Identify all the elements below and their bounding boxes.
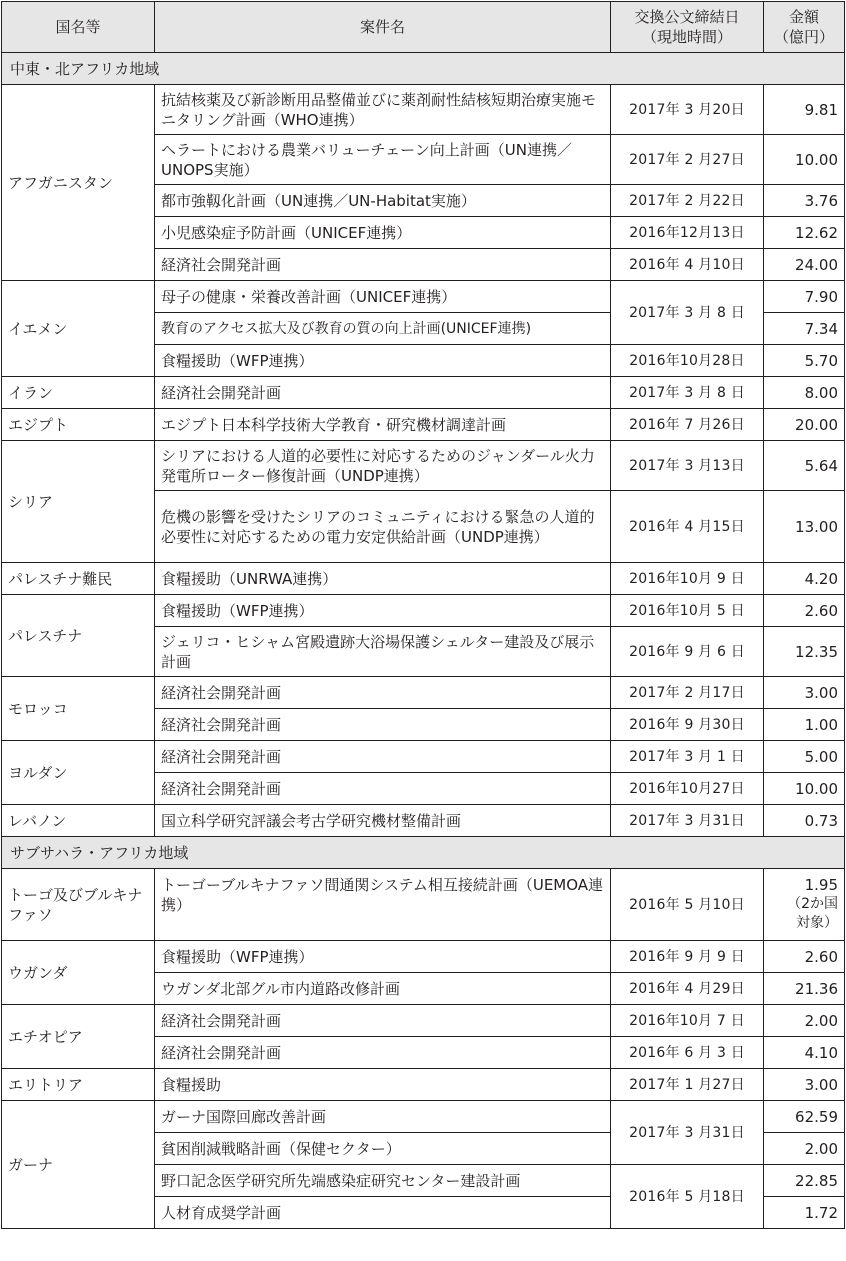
- header-date-line1: 交換公文締結日: [634, 8, 740, 26]
- region-row-ssa: [2, 837, 845, 869]
- grant-aid-table: [1, 1, 845, 1229]
- date-cell: 2017年 3 月31日: [611, 805, 764, 837]
- project-cell: 経済社会開発計画: [155, 1005, 611, 1037]
- project-cell: 抗結核薬及び新診断用品整備並びに薬剤耐性結核短期治療実施モニタリング計画（WHO連携）: [155, 85, 611, 135]
- country-cell: パレスチナ: [2, 595, 155, 677]
- project-cell: 経済社会開発計画: [155, 677, 611, 709]
- amount-value: 1.95: [804, 876, 838, 894]
- project-cell: トーゴーブルキナファソ間通関システム相互接続計画（UEMOA連携）: [155, 869, 611, 941]
- amount-cell: 0.73: [764, 805, 845, 837]
- amount-cell: 24.00: [764, 249, 845, 281]
- date-cell: 2016年 4 月10日: [611, 249, 764, 281]
- date-cell: 2017年 3 月 1 日: [611, 741, 764, 773]
- table-row: [2, 1101, 845, 1133]
- table-row: [2, 85, 845, 135]
- country-cell: ガーナ: [2, 1101, 155, 1229]
- project-cell: ヘラートにおける農業バリューチェーン向上計画（UN連携／UNOPS実施）: [155, 135, 611, 185]
- project-cell: 食糧援助（WFP連携）: [155, 941, 611, 973]
- date-cell: 2017年 2 月22日: [611, 185, 764, 217]
- project-cell: ウガンダ北部グル市内道路改修計画: [155, 973, 611, 1005]
- date-cell: 2016年 9 月30日: [611, 709, 764, 741]
- amount-cell: 2.00: [764, 1133, 845, 1165]
- date-cell: 2016年 4 月15日: [611, 491, 764, 563]
- amount-cell: 2.60: [764, 595, 845, 627]
- amount-cell: 12.62: [764, 217, 845, 249]
- date-cell: 2016年 4 月29日: [611, 973, 764, 1005]
- date-cell: 2017年 3 月13日: [611, 441, 764, 491]
- table-row: [2, 441, 845, 491]
- table-row: [2, 869, 845, 941]
- table-row: [2, 741, 845, 773]
- date-cell: 2016年12月13日: [611, 217, 764, 249]
- table-row: [2, 377, 845, 409]
- amount-cell: 8.00: [764, 377, 845, 409]
- amount-cell: 1.00: [764, 709, 845, 741]
- table-row: [2, 677, 845, 709]
- date-cell: 2016年10月 5 日: [611, 595, 764, 627]
- amount-cell: 2.60: [764, 941, 845, 973]
- project-cell: 都市強靱化計画（UN連携／UN-Habitat実施）: [155, 185, 611, 217]
- amount-cell: 20.00: [764, 409, 845, 441]
- project-cell: 野口記念医学研究所先端感染症研究センター建設計画: [155, 1165, 611, 1197]
- table-row: [2, 409, 845, 441]
- project-cell: 貧困削減戦略計画（保健セクター）: [155, 1133, 611, 1165]
- amount-cell: 21.36: [764, 973, 845, 1005]
- date-cell: 2016年 6 月 3 日: [611, 1037, 764, 1069]
- date-cell: 2016年 9 月 9 日: [611, 941, 764, 973]
- amount-cell: 4.20: [764, 563, 845, 595]
- country-cell: エジプト: [2, 409, 155, 441]
- project-cell: 経済社会開発計画: [155, 377, 611, 409]
- project-cell: エジプト日本科学技術大学教育・研究機材調達計画: [155, 409, 611, 441]
- amount-cell: 7.34: [764, 313, 845, 345]
- amount-cell: 62.59: [764, 1101, 845, 1133]
- country-cell: ウガンダ: [2, 941, 155, 1005]
- date-cell: 2017年 3 月 8 日: [611, 377, 764, 409]
- header-row: [2, 2, 845, 53]
- project-cell: 食糧援助（WFP連携）: [155, 595, 611, 627]
- region-label: 中東・北アフリカ地域: [2, 53, 845, 85]
- date-cell: 2017年 2 月17日: [611, 677, 764, 709]
- region-row-mena: [2, 53, 845, 85]
- project-cell: 食糧援助（UNRWA連携）: [155, 563, 611, 595]
- project-cell: 経済社会開発計画: [155, 773, 611, 805]
- date-cell: 2017年 3 月20日: [611, 85, 764, 135]
- table-row: [2, 805, 845, 837]
- project-cell: 国立科学研究評議会考古学研究機材整備計画: [155, 805, 611, 837]
- country-cell: レバノン: [2, 805, 155, 837]
- project-cell: 教育のアクセス拡大及び教育の質の向上計画(UNICEF連携): [155, 313, 611, 345]
- amount-cell: 5.00: [764, 741, 845, 773]
- amount-cell: 3.00: [764, 677, 845, 709]
- amount-cell: 13.00: [764, 491, 845, 563]
- amount-cell: 5.70: [764, 345, 845, 377]
- amount-note: 対象）: [796, 915, 838, 931]
- header-amount-line1: 金額: [788, 8, 819, 26]
- header-date: [611, 2, 764, 53]
- amount-cell: 3.76: [764, 185, 845, 217]
- amount-cell: 3.00: [764, 1069, 845, 1101]
- amount-cell: 10.00: [764, 135, 845, 185]
- project-cell: 経済社会開発計画: [155, 249, 611, 281]
- date-cell: 2016年10月28日: [611, 345, 764, 377]
- project-cell: 経済社会開発計画: [155, 741, 611, 773]
- amount-cell: 4.10: [764, 1037, 845, 1069]
- project-cell: 経済社会開発計画: [155, 1037, 611, 1069]
- table-row: [2, 1005, 845, 1037]
- amount-note: （2か国: [787, 896, 838, 912]
- region-label: サブサハラ・アフリカ地域: [2, 837, 845, 869]
- project-cell: 母子の健康・栄養改善計画（UNICEF連携）: [155, 281, 611, 313]
- header-amount: [764, 2, 845, 53]
- header-amount-line2: （億円）: [773, 28, 834, 46]
- amount-cell: 5.64: [764, 441, 845, 491]
- country-cell: パレスチナ難民: [2, 563, 155, 595]
- header-project: 案件名: [155, 2, 611, 53]
- amount-cell: 12.35: [764, 627, 845, 677]
- project-cell: 食糧援助: [155, 1069, 611, 1101]
- country-cell: エチオピア: [2, 1005, 155, 1069]
- project-cell: シリアにおける人道的必要性に対応するためのジャンダール火力発電所ローター修復計画（UNDP連携）: [155, 441, 611, 491]
- amount-cell: 1.72: [764, 1197, 845, 1229]
- project-cell: ガーナ国際回廊改善計画: [155, 1101, 611, 1133]
- date-cell: 2016年10月27日: [611, 773, 764, 805]
- header-date-line2: （現地時間）: [641, 28, 732, 46]
- date-cell: 2016年 5 月18日: [611, 1165, 764, 1229]
- project-cell: 危機の影響を受けたシリアのコミュニティにおける緊急の人道的必要性に対応するための電力安定供給計画（UNDP連携）: [155, 491, 611, 563]
- table-row: [2, 941, 845, 973]
- amount-cell: 7.90: [764, 281, 845, 313]
- date-cell: 2017年 3 月31日: [611, 1101, 764, 1165]
- country-cell: ヨルダン: [2, 741, 155, 805]
- amount-cell: 9.81: [764, 85, 845, 135]
- table-row: [2, 1069, 845, 1101]
- country-cell: シリア: [2, 441, 155, 563]
- project-cell: ジェリコ・ヒシャム宮殿遺跡大浴場保護シェルター建設及び展示計画: [155, 627, 611, 677]
- table-row: [2, 595, 845, 627]
- date-cell: 2016年10月 9 日: [611, 563, 764, 595]
- date-cell: 2017年 2 月27日: [611, 135, 764, 185]
- project-cell: 人材育成奨学計画: [155, 1197, 611, 1229]
- date-cell: 2017年 1 月27日: [611, 1069, 764, 1101]
- amount-cell: 10.00: [764, 773, 845, 805]
- project-cell: 経済社会開発計画: [155, 709, 611, 741]
- table-row: [2, 281, 845, 313]
- country-cell: イラン: [2, 377, 155, 409]
- amount-cell: 22.85: [764, 1165, 845, 1197]
- date-cell: 2016年10月 7 日: [611, 1005, 764, 1037]
- project-cell: 小児感染症予防計画（UNICEF連携）: [155, 217, 611, 249]
- header-country: 国名等: [2, 2, 155, 53]
- date-cell: 2016年 7 月26日: [611, 409, 764, 441]
- project-cell: 食糧援助（WFP連携）: [155, 345, 611, 377]
- country-cell: トーゴ及びブルキナファソ: [2, 869, 155, 941]
- amount-cell: [764, 869, 845, 941]
- date-cell: 2017年 3 月 8 日: [611, 281, 764, 345]
- date-cell: 2016年 5 月10日: [611, 869, 764, 941]
- country-cell: アフガニスタン: [2, 85, 155, 281]
- amount-cell: 2.00: [764, 1005, 845, 1037]
- country-cell: イエメン: [2, 281, 155, 377]
- table-row: [2, 563, 845, 595]
- country-cell: モロッコ: [2, 677, 155, 741]
- date-cell: 2016年 9 月 6 日: [611, 627, 764, 677]
- country-cell: エリトリア: [2, 1069, 155, 1101]
